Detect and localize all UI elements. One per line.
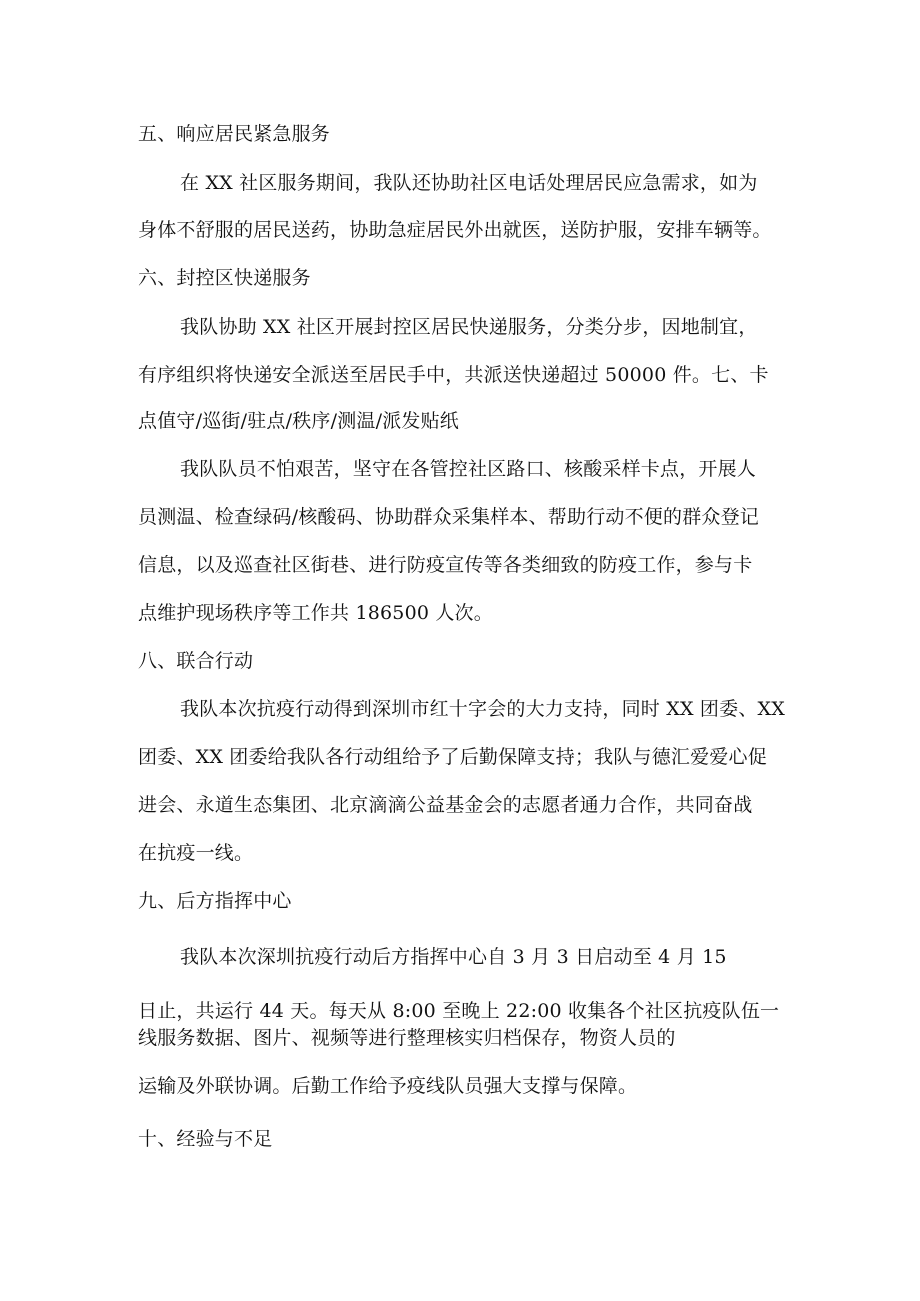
section-heading-8: 八、联合行动 [138, 650, 254, 672]
paragraph-line: 有序组织将快递安全派送至居民手中，共派送快递超过 50000 件。七、卡 [138, 364, 769, 386]
section-heading-5: 五、响应居民紧急服务 [138, 123, 331, 145]
section-heading-9: 九、后方指挥中心 [138, 890, 292, 912]
paragraph-line: 在 XX 社区服务期间，我队还协助社区电话处理居民应急需求，如为 [180, 172, 758, 194]
paragraph-line: 我队本次抗疫行动得到深圳市红十字会的大力支持，同时 XX 团委、XX [180, 698, 785, 720]
paragraph-line: 团委、XX 团委给我队各行动组给予了后勤保障支持；我队与德汇爱爱心促 [138, 746, 767, 768]
paragraph-line: 身体不舒服的居民送药，协助急症居民外出就医，送防护服，安排车辆等。 [138, 219, 772, 241]
paragraph-line: 员测温、检查绿码/核酸码、协助群众采集样本、帮助行动不便的群众登记 [138, 506, 760, 528]
section-heading-7: 点值守/巡街/驻点/秩序/测温/派发贴纸 [138, 410, 460, 432]
paragraph-line: 日止，共运行 44 天。每天从 8:00 至晚上 22:00 收集各个社区抗疫队伍一 [138, 1000, 780, 1022]
paragraph-line: 在抗疫一线。 [138, 842, 254, 864]
paragraph-line: 进会、永道生态集团、北京滴滴公益基金会的志愿者通力合作，共同奋战 [138, 794, 753, 816]
paragraph-line: 运输及外联协调。后勤工作给予疫线队员强大支撑与保障。 [138, 1075, 638, 1097]
paragraph-line: 我队队员不怕艰苦，坚守在各管控社区路口、核酸采样卡点，开展人 [180, 458, 757, 480]
paragraph-line: 线服务数据、图片、视频等进行整理核实归档保存，物资人员的 [138, 1027, 676, 1049]
section-heading-6: 六、封控区快递服务 [138, 267, 311, 289]
paragraph-line: 点维护现场秩序等工作共 186500 人次。 [138, 602, 494, 624]
paragraph-line: 我队本次深圳抗疫行动后方指挥中心自 3 月 3 日启动至 4 月 15 [180, 946, 727, 968]
section-heading-10: 十、经验与不足 [138, 1128, 273, 1150]
paragraph-line: 我队协助 XX 社区开展封控区居民快递服务，分类分步，因地制宜， [180, 316, 758, 338]
paragraph-line: 信息，以及巡查社区街巷、进行防疫宣传等各类细致的防疫工作，参与卡 [138, 554, 753, 576]
